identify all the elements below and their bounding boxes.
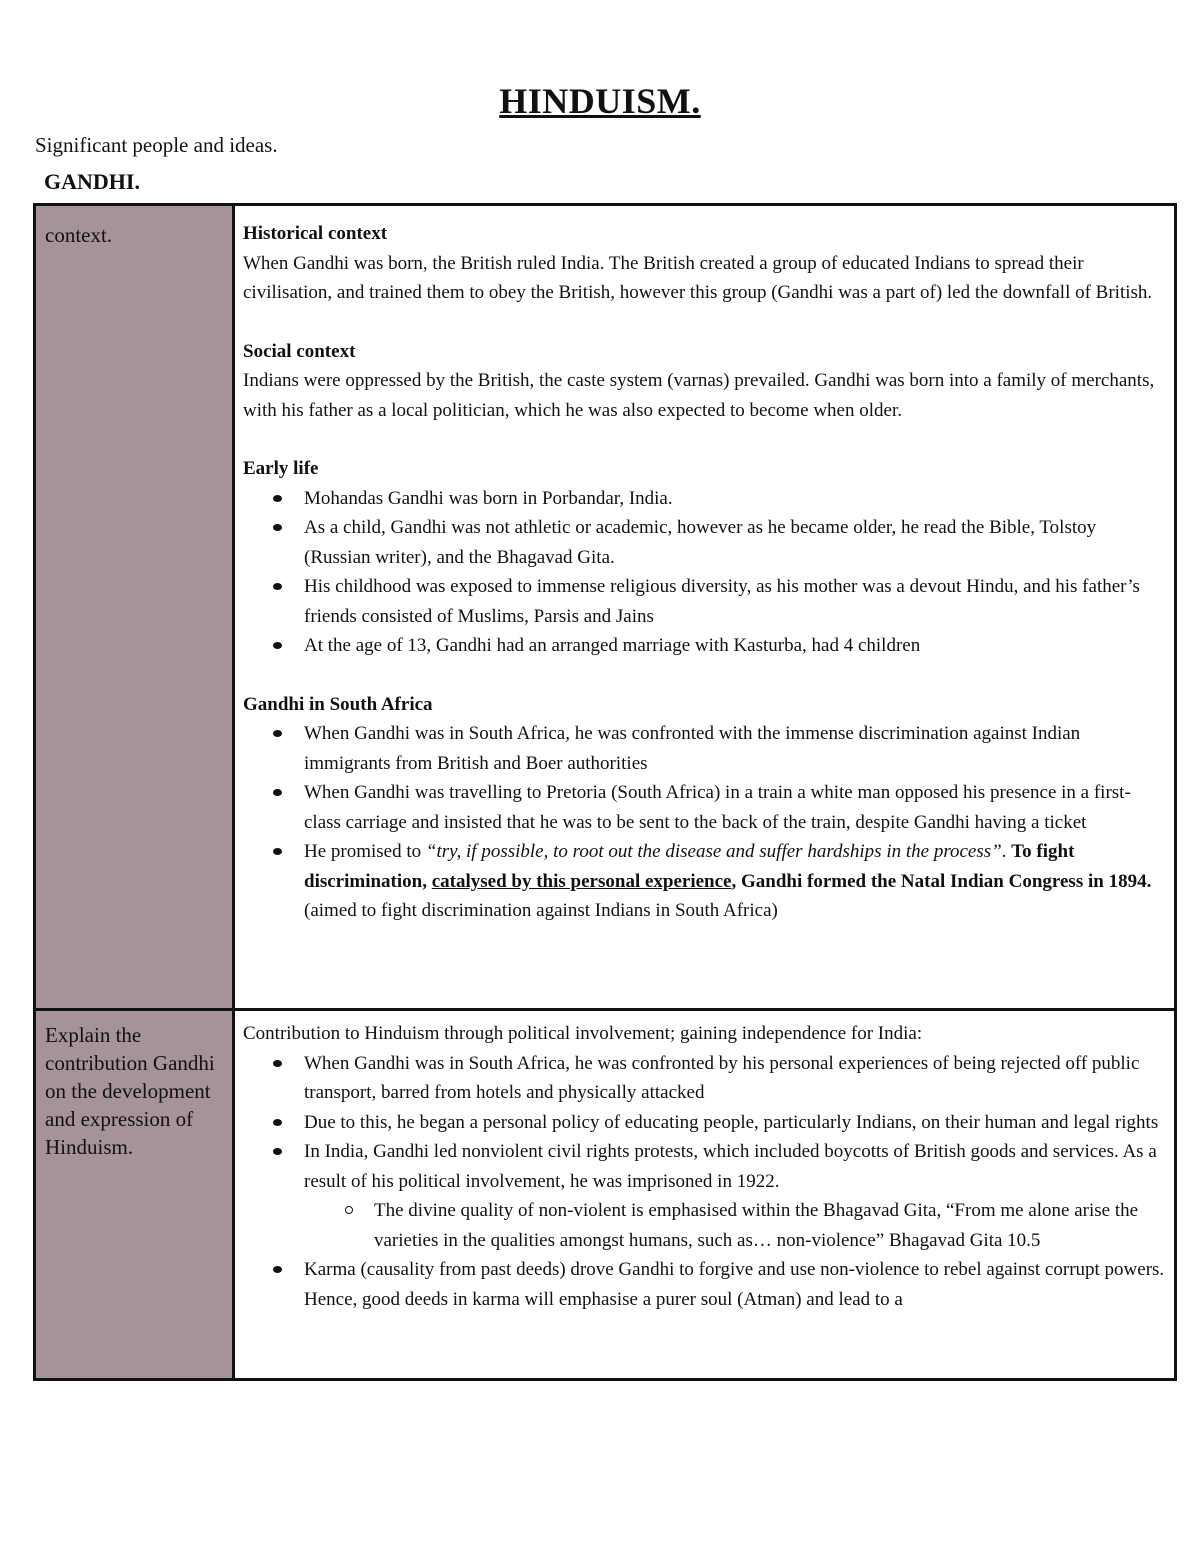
congress-bold-1: To fight discrimination, — [304, 841, 1075, 892]
list-item: Karma (causality from past deeds) drove Gandhi to forgive and use non-violence to rebel against corrupt powers. Hence, good deeds in karma will emphasise a purer soul (Atman) and lead to a — [304, 1255, 1166, 1314]
list-item: His childhood was exposed to immense religious diversity, as his mother was a devout Hindu, and his father’s friends consisted of Muslims, Parsis and Jains — [304, 572, 1166, 631]
list-item: When Gandhi was travelling to Pretoria (South Africa) in a train a white man opposed his presence in a first-class carriage and insisted that he was to be sent to the back of the train, despite Gandhi having a ticket — [304, 778, 1166, 837]
contribution-list — [243, 1049, 1166, 1315]
south-africa-list — [243, 719, 1166, 926]
sub-list-item: The divine quality of non-violent is emphasised within the Bhagavad Gita, “From me alone arise the varieties in the qualities amongst humans, such as… non-violence” Bhagavad Gita 10.5 — [374, 1196, 1166, 1255]
list-item: When Gandhi was in South Africa, he was confronted by his personal experiences of being rejected off public transport, barred from hotels and physically attacked — [304, 1049, 1166, 1108]
row-content-contribution — [234, 1010, 1176, 1380]
social-context-text: Indians were oppressed by the British, the caste system (varnas) prevailed. Gandhi was born into a family of merchants, with his father as a local politician, which he was also expected to become when older. — [243, 370, 1155, 421]
congress-tail: (aimed to fight discrimination against Indians in South Africa) — [304, 900, 778, 921]
promise-text: He promised to — [304, 841, 426, 862]
list-item-text: In India, Gandhi led nonviolent civil rights protests, which included boycotts of British goods and services. As a result of his political involvement, he was imprisoned in 1922. — [304, 1141, 1157, 1192]
contribution-sublist — [304, 1196, 1166, 1255]
early-life-heading: Early life — [243, 458, 319, 479]
congress-bold-underline: catalysed by this personal experience — [431, 870, 732, 892]
notes-table — [33, 203, 1177, 1381]
person-heading: GANDHI. — [44, 169, 140, 194]
historical-context-text: When Gandhi was born, the British ruled India. The British created a group of educated Indians to spread their civilisation, and trained them to obey the British, however this group (Gandhi was a part of) led the downfall of British. — [243, 252, 1153, 303]
promise-punct: . — [1001, 841, 1012, 862]
list-item: As a child, Gandhi was not athletic or academic, however as he became older, he read the Bible, Tolstoy (Russian writer), and the Bhagavad Gita. — [304, 513, 1166, 572]
social-context-heading: Social context — [243, 340, 356, 362]
list-item: At the age of 13, Gandhi had an arranged marriage with Kasturba, had 4 children — [304, 631, 1166, 661]
list-item: Due to this, he began a personal policy of educating people, particularly Indians, on their human and legal rights — [304, 1108, 1166, 1138]
list-item — [304, 1137, 1166, 1255]
list-item: Mohandas Gandhi was born in Porbandar, India. — [304, 484, 1166, 514]
historical-context-heading: Historical context — [243, 223, 388, 244]
promise-quote: “try, if possible, to root out the disease and suffer hardships in the process” — [425, 841, 1002, 862]
row-content-context — [234, 205, 1176, 1010]
congress-bold-2: , Gandhi formed the Natal Indian Congress in 1894. — [731, 870, 1152, 892]
contribution-intro: Contribution to Hinduism through political involvement; gaining independence for India: — [243, 1023, 923, 1044]
early-life-list — [243, 484, 1166, 661]
table-row-contribution — [35, 1010, 1176, 1380]
row-label-contribution: Explain the contribution Gandhi on the development and expression of Hinduism. — [35, 1010, 234, 1380]
page-subtitle: Significant people and ideas. — [35, 133, 278, 157]
south-africa-heading: Gandhi in South Africa — [243, 693, 433, 715]
list-item — [304, 837, 1166, 926]
table-row-context — [35, 205, 1176, 1010]
row-label-context: context. — [35, 205, 234, 1010]
list-item: When Gandhi was in South Africa, he was confronted with the immense discrimination against Indian immigrants from British and Boer authorities — [304, 719, 1166, 778]
page-title: HINDUISM. — [499, 81, 701, 121]
